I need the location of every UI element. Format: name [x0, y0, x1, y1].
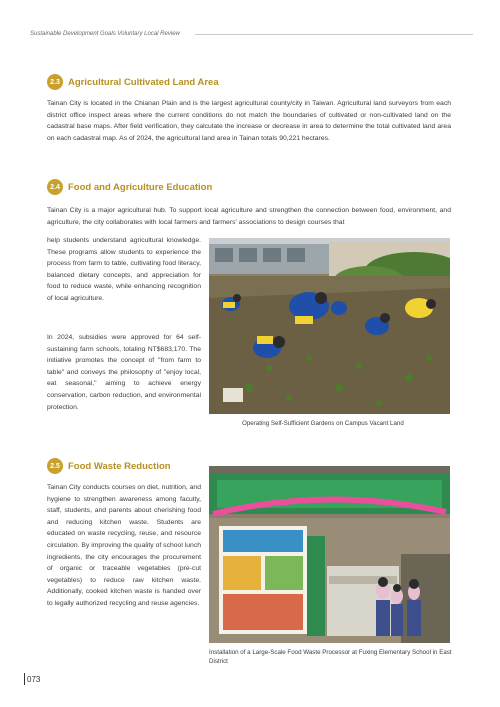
section-title: Agricultural Cultivated Land Area	[68, 76, 219, 88]
food-waste-processor-illustration	[209, 466, 450, 643]
section-heading-2-4	[47, 179, 212, 195]
section-heading-2-3	[47, 74, 219, 90]
food-waste-processor-photo	[209, 466, 450, 643]
campus-garden-caption: Operating Self-Sufficient Gardens on Campus Vacant Land	[242, 420, 404, 427]
campus-garden-illustration	[209, 238, 450, 414]
section-2-4-paragraph-2: help students understand agricultural knowledge. These programs allow students to experience the process from farm to table, cultivating food literacy, balanced dietary concepts, and appreciation for food to reduce waste, while enhancing recognition of local agriculture.	[47, 237, 201, 302]
section-2-5-paragraph: Tainan City conducts courses on diet, nutrition, and hygiene to strengthen awareness among faculty, staff, students, and parents about cherishing food and reducing kitchen waste. Students are educated on waste recycling, reuse, and resource circulation. By improving the quality of school lunch ingredients, the city encourages the procurement of organic or traceable vegetables (pre-cut vegetables) to reduce raw kitchen waste. Additionally, cooked kitchen waste is handed over to legally authorized recycling and reuse agencies.	[47, 484, 201, 607]
food-waste-processor-caption: Installation of a Large-Scale Food Waste Processor at Fuxing Elementary School in East District	[209, 649, 452, 665]
section-number-badge: 2.3	[47, 74, 63, 90]
campus-garden-photo	[209, 238, 450, 414]
section-2-4-intro-paragraph: Tainan City is a major agricultural hub. To support local agriculture and strengthen the connection between food, environment, and agriculture, the city collaborates with local farmers and farmers' associations to design courses that	[47, 207, 451, 226]
section-number-badge: 2.5	[47, 458, 63, 474]
page-number: 073	[27, 675, 41, 684]
header-rule	[195, 34, 473, 35]
section-2-3-paragraph: Tainan City is located in the Chianan Plain and is the largest agricultural county/city in Taiwan. Agricultural land surveyors from each district office inspect areas where the current conditions do not match the boundaries of cultivated or non-cultivated land on the cadastral base maps. After field verification, they calculate the increase or decrease in area to determine the total cultivated land area on each cadastral map. As of 2024, the agricultural land area in Tainan totals 90,221 hectares.	[47, 100, 451, 142]
section-number-badge: 2.4	[47, 179, 63, 195]
section-title: Food Waste Reduction	[68, 460, 171, 472]
section-2-4-paragraph-3: In 2024, subsidies were approved for 64 self-sustaining farm schools, totaling NT$683,170. The initiative promotes the concept of "from farm to table" and conveys the philosophy of "enjoy local, eat seasonal," aiming to achieve energy conservation, carbon reduction, and environmental protection.	[47, 334, 201, 411]
running-header: Sustainable Development Goals Voluntary Local Review	[30, 31, 180, 37]
section-heading-2-5	[47, 458, 171, 474]
section-title: Food and Agriculture Education	[68, 181, 213, 193]
